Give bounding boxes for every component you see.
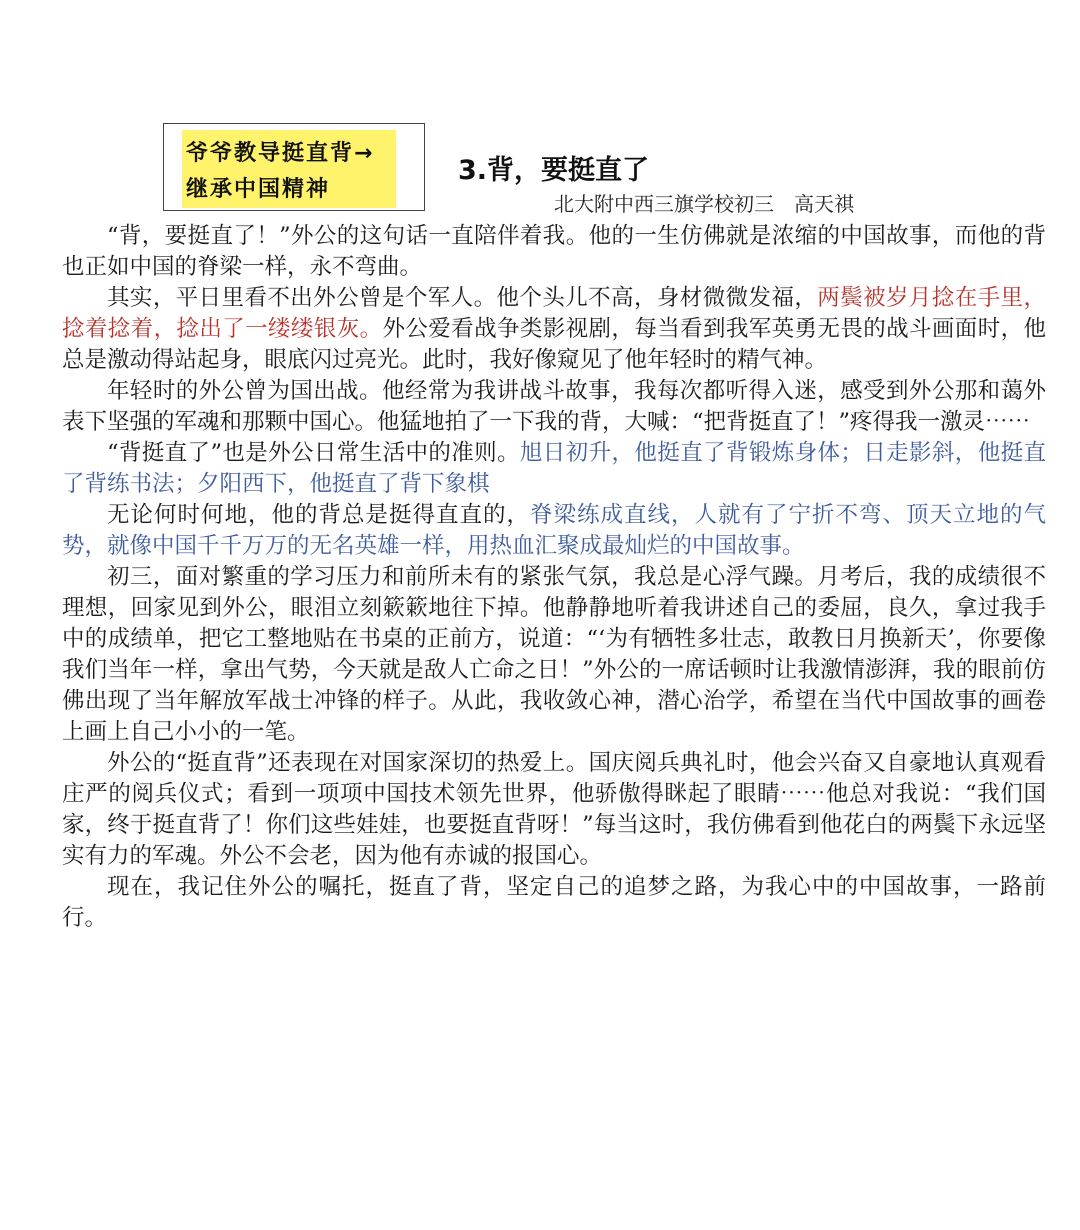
paragraph-5 — [62, 500, 1046, 562]
author-line: 北大附中西三旗学校初三 高天祺 — [554, 192, 854, 216]
article-title: 3.背，要挺直了 — [458, 155, 650, 186]
paragraph-8: 现在，我记住外公的嘱托，挺直了背，坚定自己的追梦之路，为我心中的中国故事，一路前行。 — [62, 874, 1046, 931]
annotation-box — [163, 123, 425, 211]
annotation-line-2: 继承中国精神 — [186, 177, 331, 202]
paragraph-5-text: 无论何时何地，他的背总是挺得直直的， — [107, 502, 530, 528]
paragraph-4-text: “背挺直了”也是外公日常生活中的准则。 — [107, 440, 520, 466]
paragraph-7: 外公的“挺直背”还表现在对国家深切的热爱上。国庆阅兵典礼时，他会兴奋又自豪地认真观看庄严的阅兵仪式；看到一项项中国技术领先世界，他骄傲得眯起了眼睛⋯⋯他总对我说：“我们国家，终于挺直背了！你们这些娃娃，也要挺直背呀！”每当这时，我仿佛看到他花白的两鬓下永远坚实有力的军魂。外公不会老，因为他有赤诚的报国心。 — [62, 750, 1046, 869]
paragraph-2-text-end: 外公爱看战争类影视剧，每当看到我军英勇无畏的战斗画面时，他总是激动得站起身，眼底闪过亮光。此时，我好像窥见了他年轻时的精气神。 — [62, 316, 1046, 373]
paragraph-4 — [62, 438, 1046, 500]
paragraph-2-red-highlight: 两鬓被岁月捻在手里，捻着捻着，捻出了一缕缕银灰。 — [62, 285, 1046, 342]
paragraph-2-text: 其实，平日里看不出外公曾是个军人。他个头儿不高，身材微微发福， — [107, 285, 818, 311]
paragraph-5-blue-highlight: 脊梁练成直线，人就有了宁折不弯、顶天立地的气势，就像中国千千万万的无名英雄一样，用热血汇聚成最灿烂的中国故事。 — [62, 502, 1046, 559]
annotation-line-1: 爷爷教导挺直背→ — [186, 141, 375, 166]
paragraph-6: 初三，面对繁重的学习压力和前所未有的紧张气氛，我总是心浮气躁。月考后，我的成绩很不理想，回家见到外公，眼泪立刻簌簌地往下掉。他静静地听着我讲述自己的委屈，良久，拿过我手中的成绩单，把它工整地贴在书桌的正前方，说道：“‘为有牺牲多壮志，敢教日月换新天’，你要像我们当年一样，拿出气势，今天就是敌人亡命之日！”外公的一席话顿时让我激情澎湃，我的眼前仿佛出现了当年解放军战士冲锋的样子。从此，我收敛心神，潜心治学，希望在当代中国故事的画卷上画上自己小小的一笔。 — [62, 564, 1046, 745]
paragraph-3: 年轻时的外公曾为国出战。他经常为我讲战斗故事，我每次都听得入迷，感受到外公那和蔼外表下坚强的军魂和那颗中国心。他猛地拍了一下我的背，大喊：“把背挺直了！”疼得我一激灵⋯⋯ — [62, 378, 1046, 435]
paragraph-1: “背，要挺直了！”外公的这句话一直陪伴着我。他的一生仿佛就是浓缩的中国故事，而他的背也正如中国的脊梁一样，永不弯曲。 — [62, 223, 1046, 280]
paragraph-2 — [62, 283, 1046, 376]
paragraph-4-blue-highlight: 旭日初升，他挺直了背锻炼身体；日走影斜，他挺直了背练书法；夕阳西下，他挺直了背下象棋 — [62, 440, 1046, 497]
article-body — [62, 221, 1046, 934]
